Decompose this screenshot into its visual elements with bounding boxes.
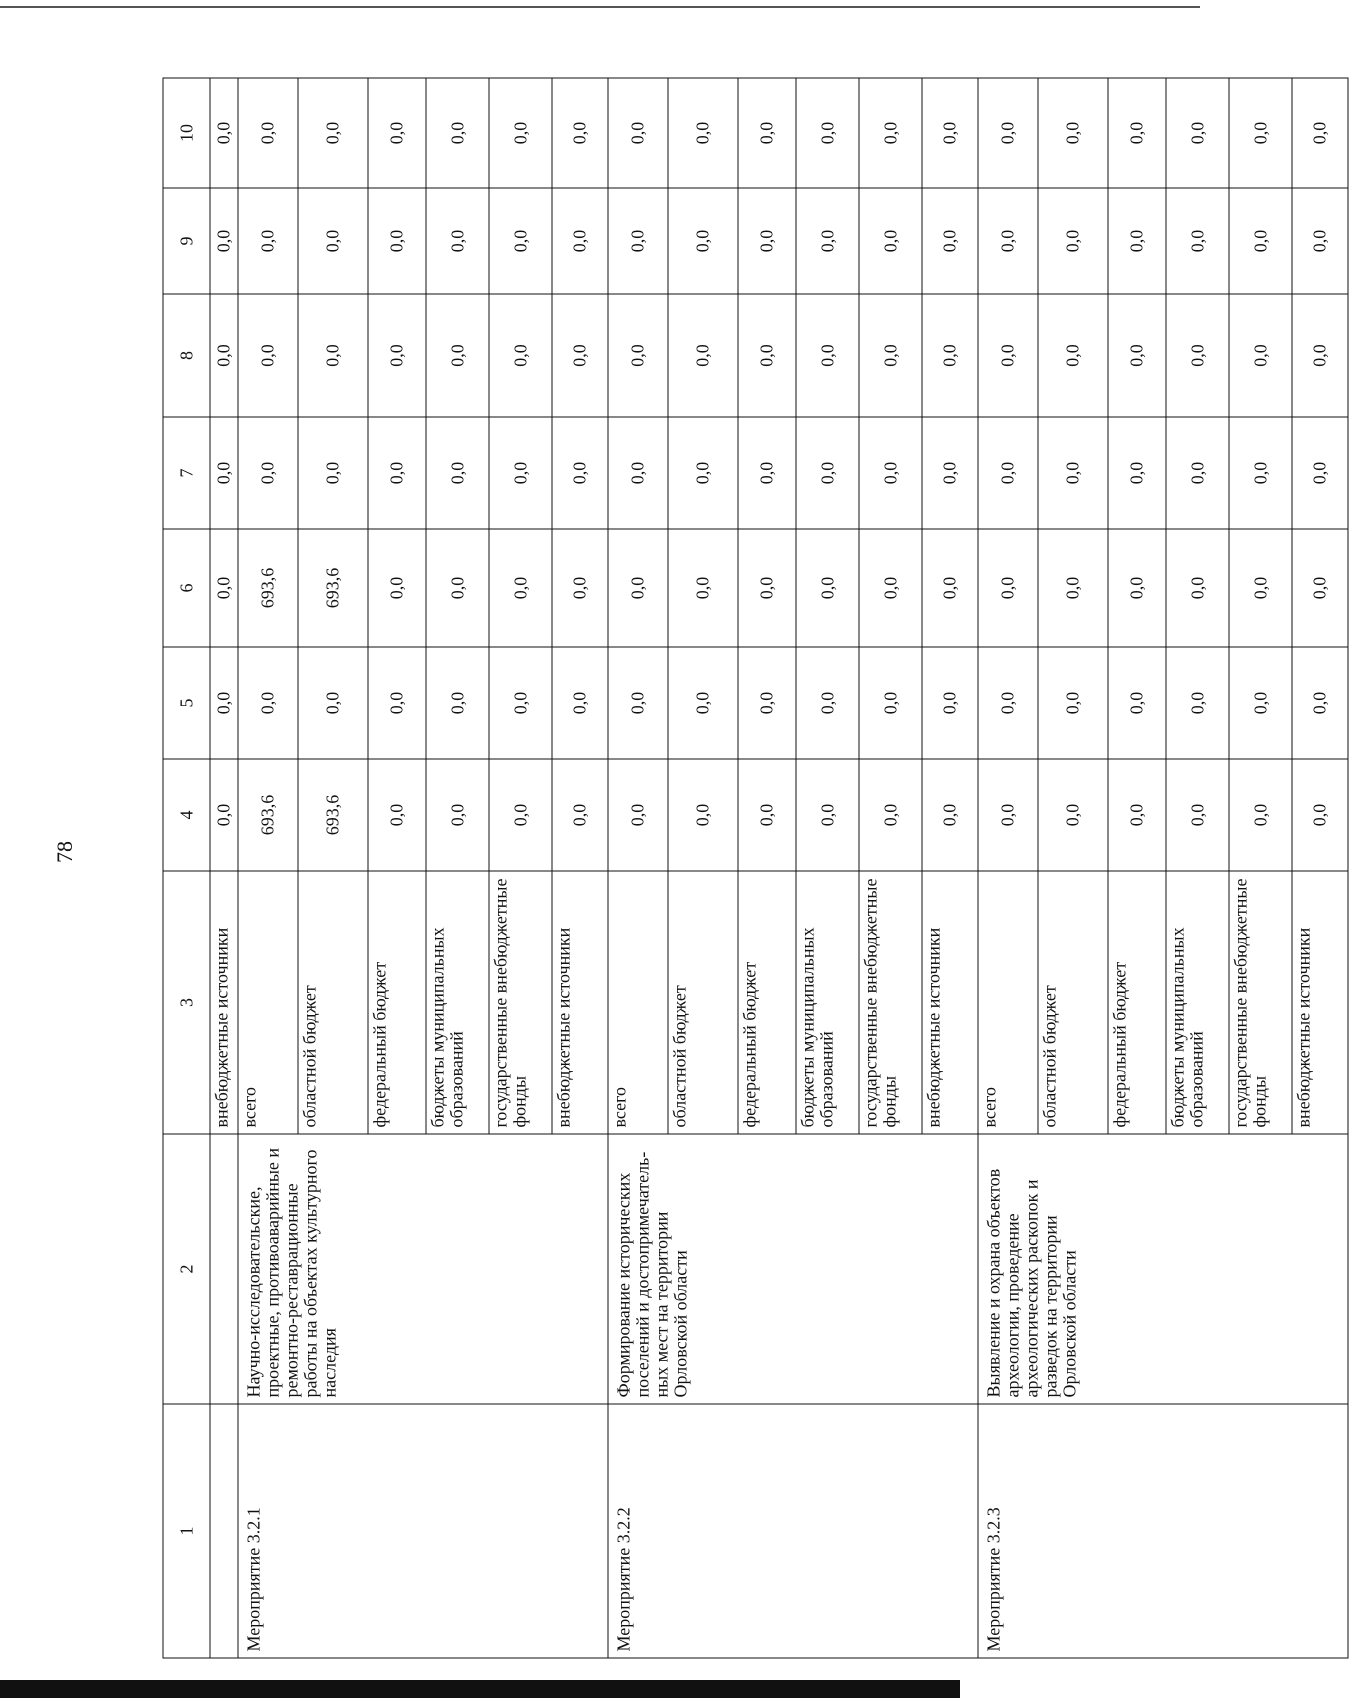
value-cell: 0,0	[238, 294, 298, 417]
value-cell: 0,0	[238, 647, 298, 759]
value-cell: 0,0	[368, 294, 426, 417]
page-number: 78	[52, 841, 77, 863]
value-cell: 0,0	[1229, 529, 1292, 647]
source-cell: бюджеты муниципальных образований	[1166, 871, 1229, 1134]
header-cell: 2	[163, 1134, 210, 1404]
value-cell: 0,0	[668, 417, 738, 529]
value-cell: 0,0	[608, 78, 668, 188]
value-cell: 0,0	[738, 188, 796, 294]
budget-table	[163, 77, 1349, 1658]
table-row	[978, 78, 1038, 1658]
value-cell: 0,0	[1166, 529, 1229, 647]
value-cell: 0,0	[978, 417, 1038, 529]
value-cell: 0,0	[796, 759, 859, 871]
value-cell: 0,0	[796, 529, 859, 647]
value-cell: 0,0	[978, 294, 1038, 417]
value-cell: 0,0	[668, 294, 738, 417]
value-cell: 0,0	[1229, 294, 1292, 417]
value-cell: 0,0	[859, 647, 922, 759]
value-cell: 0,0	[426, 188, 489, 294]
value-cell: 0,0	[1166, 294, 1229, 417]
value-cell: 0,0	[489, 294, 552, 417]
header-cell: 9	[163, 188, 210, 294]
value-cell: 0,0	[368, 529, 426, 647]
value-cell: 0,0	[489, 647, 552, 759]
value-cell: 0,0	[1166, 78, 1229, 188]
value-cell: 0,0	[1038, 188, 1108, 294]
value-cell: 0,0	[238, 188, 298, 294]
rotated-table-container	[163, 78, 1330, 1658]
value-cell: 0,0	[922, 759, 978, 871]
value-cell: 0,0	[859, 78, 922, 188]
source-cell: федеральный бюджет	[738, 871, 796, 1134]
value-cell: 0,0	[426, 294, 489, 417]
source-cell: внебюджетные источники	[922, 871, 978, 1134]
value-cell: 0,0	[978, 529, 1038, 647]
value-cell: 0,0	[552, 188, 608, 294]
value-cell: 0,0	[668, 759, 738, 871]
header-cell: 6	[163, 529, 210, 647]
source-cell: государственные внебюджетные фонды	[859, 871, 922, 1134]
value-cell: 0,0	[1038, 294, 1108, 417]
value-cell: 0,0	[738, 647, 796, 759]
source-cell: внебюджетные источники	[1292, 871, 1348, 1134]
value-cell: 0,0	[210, 529, 238, 647]
source-cell: всего	[608, 871, 668, 1134]
source-cell: областной бюджет	[668, 871, 738, 1134]
value-cell: 0,0	[859, 188, 922, 294]
value-cell: 0,0	[608, 294, 668, 417]
value-cell: 0,0	[1292, 188, 1348, 294]
value-cell: 0,0	[1038, 759, 1108, 871]
source-cell: внебюджетные источники	[210, 871, 238, 1134]
value-cell: 0,0	[1166, 417, 1229, 529]
value-cell: 0,0	[368, 759, 426, 871]
value-cell: 0,0	[552, 417, 608, 529]
value-cell: 0,0	[922, 188, 978, 294]
value-cell: 0,0	[859, 417, 922, 529]
value-cell: 0,0	[1038, 529, 1108, 647]
value-cell: 0,0	[552, 759, 608, 871]
value-cell: 0,0	[1292, 647, 1348, 759]
value-cell: 0,0	[1229, 78, 1292, 188]
value-cell: 0,0	[1108, 529, 1166, 647]
value-cell: 0,0	[552, 294, 608, 417]
source-cell: бюджеты муниципальных образований	[796, 871, 859, 1134]
value-cell: 693,6	[298, 529, 368, 647]
value-cell: 0,0	[552, 78, 608, 188]
value-cell: 0,0	[298, 78, 368, 188]
value-cell: 0,0	[1166, 188, 1229, 294]
value-cell: 0,0	[298, 294, 368, 417]
value-cell: 693,6	[238, 529, 298, 647]
value-cell: 0,0	[668, 647, 738, 759]
header-cell: 1	[163, 1404, 210, 1658]
value-cell: 0,0	[489, 188, 552, 294]
value-cell: 0,0	[796, 188, 859, 294]
value-cell: 0,0	[552, 529, 608, 647]
value-cell: 0,0	[1292, 294, 1348, 417]
value-cell: 0,0	[426, 529, 489, 647]
value-cell: 0,0	[210, 647, 238, 759]
source-cell: бюджеты муниципальных образований	[426, 871, 489, 1134]
value-cell: 0,0	[1166, 647, 1229, 759]
description-cell	[210, 1134, 238, 1404]
source-cell: федеральный бюджет	[368, 871, 426, 1134]
value-cell: 0,0	[1292, 417, 1348, 529]
value-cell: 0,0	[608, 759, 668, 871]
value-cell: 0,0	[608, 647, 668, 759]
source-cell: государственные внебюджетные фонды	[1229, 871, 1292, 1134]
value-cell: 0,0	[426, 78, 489, 188]
carry-over-row	[210, 78, 238, 1658]
value-cell: 0,0	[489, 417, 552, 529]
value-cell: 0,0	[552, 647, 608, 759]
value-cell: 0,0	[738, 78, 796, 188]
value-cell: 0,0	[368, 78, 426, 188]
description-cell: Выявление и охрана объектов археологии, проведение археологических раскопок и разведок на территории Орловской области	[978, 1134, 1348, 1404]
value-cell: 0,0	[489, 759, 552, 871]
value-cell: 0,0	[796, 78, 859, 188]
value-cell: 0,0	[210, 759, 238, 871]
source-cell: государственные внебюджетные фонды	[489, 871, 552, 1134]
value-cell: 0,0	[1108, 417, 1166, 529]
measure-cell: Мероприятие 3.2.1	[238, 1404, 608, 1658]
value-cell: 0,0	[859, 529, 922, 647]
scan-edge-bottom	[0, 1680, 960, 1698]
value-cell: 0,0	[738, 529, 796, 647]
value-cell: 0,0	[210, 417, 238, 529]
value-cell: 0,0	[738, 417, 796, 529]
header-cell: 3	[163, 871, 210, 1134]
value-cell: 0,0	[238, 78, 298, 188]
measure-cell	[210, 1404, 238, 1658]
value-cell: 0,0	[298, 188, 368, 294]
scan-edge-top	[0, 6, 1200, 8]
description-cell: Формирование исторических поселений и достопримечатель-ных мест на территории Орловской области	[608, 1134, 978, 1404]
description-cell: Научно-исследовательские, проектные, противоаварийные и ремонтно-реставрационные работы на объектах культурного наследия	[238, 1134, 608, 1404]
value-cell: 0,0	[210, 294, 238, 417]
value-cell: 0,0	[1038, 78, 1108, 188]
value-cell: 0,0	[796, 647, 859, 759]
value-cell: 0,0	[859, 759, 922, 871]
value-cell: 0,0	[1038, 417, 1108, 529]
value-cell: 0,0	[426, 647, 489, 759]
value-cell: 0,0	[922, 417, 978, 529]
value-cell: 0,0	[668, 78, 738, 188]
value-cell: 0,0	[489, 529, 552, 647]
table-row	[238, 78, 298, 1658]
header-cell: 8	[163, 294, 210, 417]
value-cell: 0,0	[608, 188, 668, 294]
value-cell: 0,0	[368, 647, 426, 759]
value-cell: 0,0	[298, 647, 368, 759]
value-cell: 0,0	[922, 78, 978, 188]
value-cell: 0,0	[1229, 188, 1292, 294]
value-cell: 693,6	[298, 759, 368, 871]
value-cell: 0,0	[1108, 294, 1166, 417]
value-cell: 0,0	[1038, 647, 1108, 759]
value-cell: 0,0	[489, 78, 552, 188]
source-cell: внебюджетные источники	[552, 871, 608, 1134]
value-cell: 0,0	[368, 188, 426, 294]
header-cell: 10	[163, 78, 210, 188]
value-cell: 0,0	[668, 188, 738, 294]
source-cell: федеральный бюджет	[1108, 871, 1166, 1134]
value-cell: 0,0	[1292, 529, 1348, 647]
header-cell: 4	[163, 759, 210, 871]
value-cell: 0,0	[1292, 759, 1348, 871]
table-row	[608, 78, 668, 1658]
value-cell: 0,0	[1108, 188, 1166, 294]
measure-cell: Мероприятие 3.2.3	[978, 1404, 1348, 1658]
value-cell: 0,0	[1229, 417, 1292, 529]
value-cell: 693,6	[238, 759, 298, 871]
value-cell: 0,0	[210, 78, 238, 188]
value-cell: 0,0	[1229, 647, 1292, 759]
value-cell: 0,0	[298, 417, 368, 529]
source-cell: областной бюджет	[1038, 871, 1108, 1134]
value-cell: 0,0	[608, 417, 668, 529]
measure-cell: Мероприятие 3.2.2	[608, 1404, 978, 1658]
value-cell: 0,0	[1229, 759, 1292, 871]
value-cell: 0,0	[978, 647, 1038, 759]
value-cell: 0,0	[1108, 759, 1166, 871]
value-cell: 0,0	[426, 417, 489, 529]
value-cell: 0,0	[796, 417, 859, 529]
header-row	[163, 78, 210, 1658]
value-cell: 0,0	[1108, 78, 1166, 188]
value-cell: 0,0	[426, 759, 489, 871]
value-cell: 0,0	[796, 294, 859, 417]
value-cell: 0,0	[368, 417, 426, 529]
value-cell: 0,0	[978, 759, 1038, 871]
value-cell: 0,0	[978, 78, 1038, 188]
value-cell: 0,0	[738, 759, 796, 871]
value-cell: 0,0	[738, 294, 796, 417]
source-cell: всего	[238, 871, 298, 1134]
value-cell: 0,0	[210, 188, 238, 294]
value-cell: 0,0	[922, 647, 978, 759]
value-cell: 0,0	[859, 294, 922, 417]
value-cell: 0,0	[978, 188, 1038, 294]
value-cell: 0,0	[668, 529, 738, 647]
source-cell: областной бюджет	[298, 871, 368, 1134]
value-cell: 0,0	[608, 529, 668, 647]
value-cell: 0,0	[1292, 78, 1348, 188]
source-cell: всего	[978, 871, 1038, 1134]
header-cell: 7	[163, 417, 210, 529]
value-cell: 0,0	[238, 417, 298, 529]
header-cell: 5	[163, 647, 210, 759]
value-cell: 0,0	[922, 294, 978, 417]
value-cell: 0,0	[1166, 759, 1229, 871]
value-cell: 0,0	[1108, 647, 1166, 759]
value-cell: 0,0	[922, 529, 978, 647]
